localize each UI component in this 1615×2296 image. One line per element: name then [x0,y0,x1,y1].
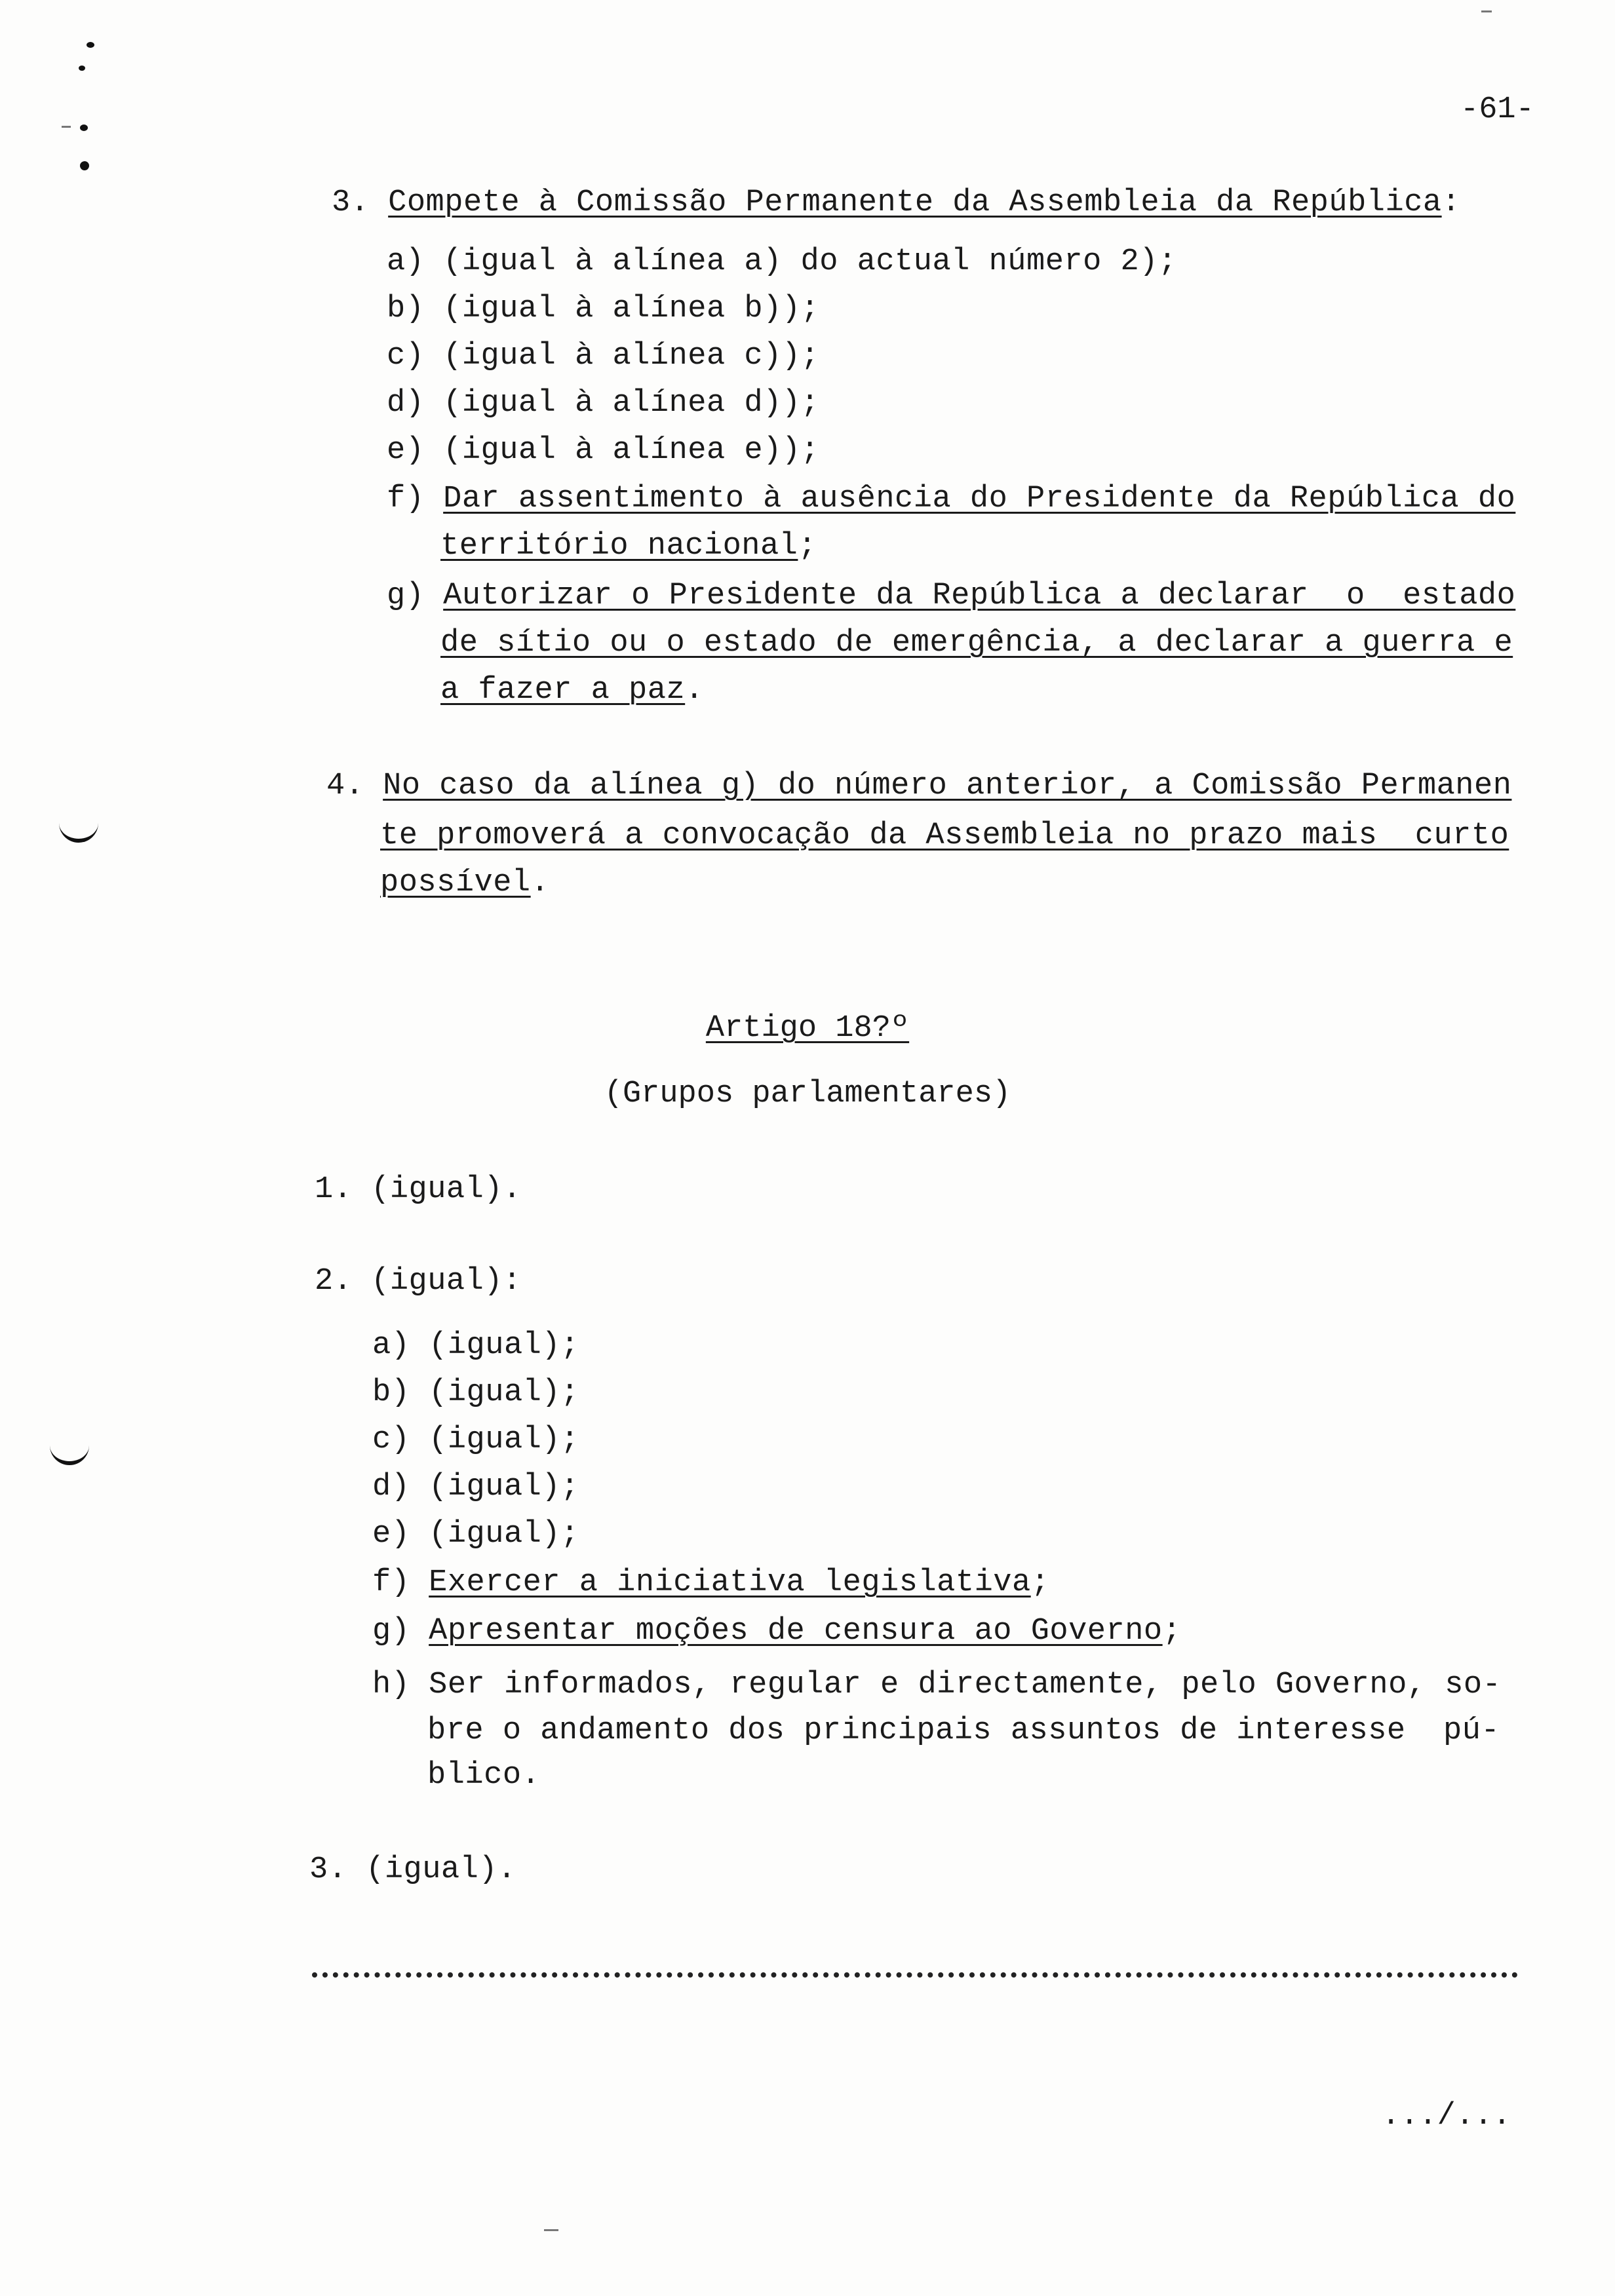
list-item [387,431,819,470]
group-subitem [372,1421,579,1460]
section4-line [380,864,549,903]
item-letter: e) [387,433,425,468]
item-text: (igual à alínea d)); [443,386,820,421]
page-number: -61- [1460,92,1534,127]
group-subitem [372,1515,579,1554]
list-item-g-cont [440,671,704,710]
item-letter: f) [387,482,425,516]
group-subitem [372,1373,579,1413]
group-subitem [372,1468,579,1507]
group-subitem-h-cont: blico. [427,1758,541,1793]
list-item-g-cont [440,624,1513,663]
item-text: Autorizar o Presidente da República a declarar o estado [443,579,1516,613]
list-item [387,337,819,376]
dotted-separator [312,1959,1518,1978]
scan-mark [62,126,71,128]
group-subitem-h-cont: bre o andamento dos principais assuntos de interesse pú- [427,1713,1500,1748]
group-subitem-g [372,1612,1181,1651]
item-text: Dar assentimento à ausência do Presidente da República do [443,482,1516,516]
item-text: (igual à alínea c)); [443,339,820,373]
item-letter: d) [372,1470,410,1504]
item-text: de sítio ou o estado de emergência, a declarar a guerra e [440,626,1513,660]
item-letter: b) [372,1375,410,1410]
continuation-marker: .../... [1382,2099,1511,2133]
group-subitem [372,1326,579,1366]
item-letter: g) [372,1614,410,1649]
list-item-f [387,480,1515,519]
article-title [0,1009,1615,1048]
item-letter: c) [387,339,425,373]
list-item [387,384,819,423]
group-item-3: 3. (igual). [309,1852,516,1887]
item-letter: b) [387,292,425,326]
scan-mark [1481,10,1492,12]
list-item-f-cont [440,527,817,566]
list-item-g [387,577,1515,616]
section4-text: No caso da alínea g) do número anterior, a Comissão Permanen [383,769,1512,803]
item-letter: f) [372,1565,410,1600]
group-subitem-f [372,1563,1049,1603]
section4-line [380,816,1509,856]
section4-text: possível [380,866,531,900]
section4-number: 4. [326,769,364,803]
section3-colon: : [1441,185,1461,220]
item-end: . [685,673,704,708]
item-letter: a) [372,1328,410,1363]
item-text: Exercer a iniciativa legislativa [429,1565,1031,1600]
item-end: ; [798,529,817,564]
scan-speck [80,161,89,170]
group-subitem-h [372,1666,1501,1705]
item-letter: a) [387,244,425,279]
section4-end: . [530,866,550,900]
item-text: (igual); [429,1328,579,1363]
article-title-text: Artigo 18?º [705,1011,910,1046]
list-item [387,290,819,329]
item-text: (igual à alínea b)); [443,292,820,326]
section4-text: te promoverá a convocação da Assembleia no prazo mais curto [380,818,1509,853]
item-text: (igual); [429,1517,579,1552]
item-end: ; [1162,1614,1182,1649]
binder-mark [50,1442,89,1465]
item-letter: e) [372,1517,410,1552]
scan-speck [87,42,94,48]
list-item [387,242,1177,282]
section3-heading [332,183,1460,223]
group-item-1: 1. (igual). [315,1172,522,1207]
article-subtitle: (Grupos parlamentares) [604,1077,1011,1111]
item-text: (igual à alínea a) do actual número 2); [443,244,1177,279]
item-text: Apresentar moções de censura ao Governo [429,1614,1163,1649]
item-text: território nacional [440,529,798,564]
item-end: ; [1030,1565,1050,1600]
item-text: (igual); [429,1423,579,1457]
item-letter: h) [372,1668,410,1702]
group-item-2: 2. (igual): [315,1264,522,1299]
item-letter: g) [387,579,425,613]
item-text: (igual à alínea e)); [443,433,820,468]
binder-mark [59,819,98,843]
scan-speck [79,66,85,71]
item-text: (igual); [429,1470,579,1504]
section4-line [326,767,1511,806]
scan-speck [80,124,88,131]
item-letter: d) [387,386,425,421]
item-text: Ser informados, regular e directamente, pelo Governo, so- [429,1668,1502,1702]
item-text: (igual); [429,1375,579,1410]
section3-number: 3. [332,185,370,220]
section3-title: Compete à Comissão Permanente da Assembleia da República [388,185,1442,220]
scan-mark [544,2229,558,2231]
item-letter: c) [372,1423,410,1457]
item-text: a fazer a paz [440,673,686,708]
